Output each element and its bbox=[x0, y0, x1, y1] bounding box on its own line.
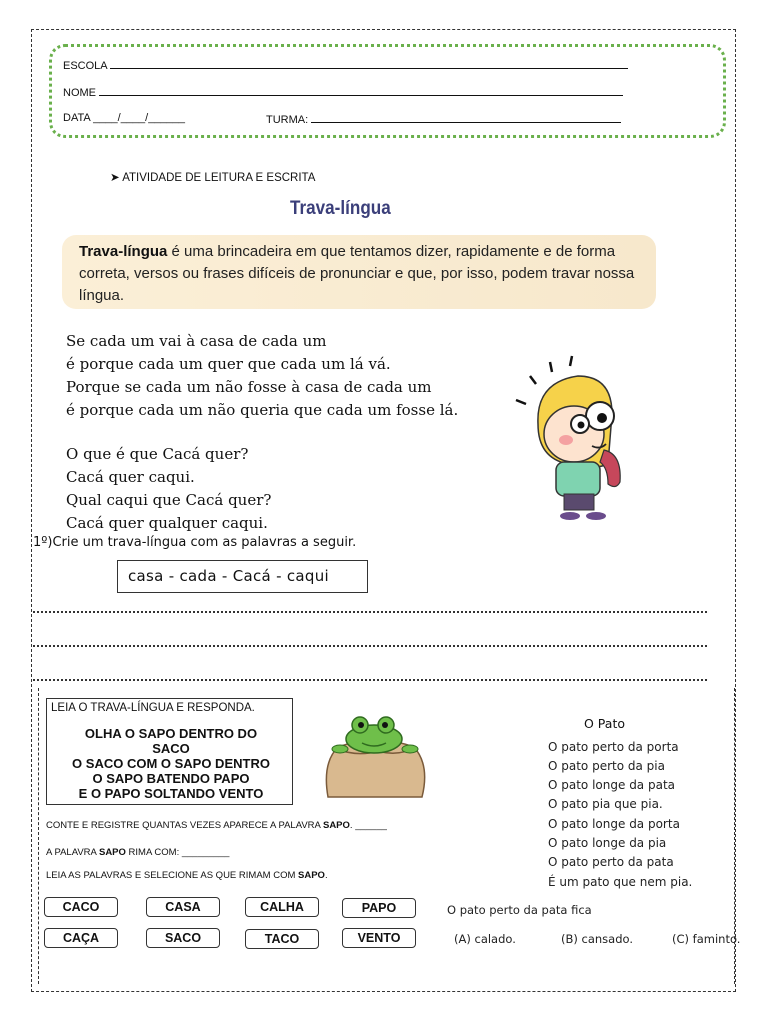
answer-line-3[interactable] bbox=[33, 679, 707, 681]
pato-question: O pato perto da pata fica bbox=[447, 903, 592, 917]
tongue-twister-text bbox=[57, 726, 285, 801]
nome-field[interactable] bbox=[99, 85, 623, 96]
poem-cada-um bbox=[66, 330, 458, 422]
word-option-caca[interactable]: CAÇA bbox=[44, 928, 118, 948]
pato-line: O pato longe da pia bbox=[548, 836, 667, 850]
tongue-line: O SAPO BATENDO PAPO bbox=[92, 771, 250, 786]
poem-line: Porque se cada um não fosse à casa de cada um bbox=[66, 378, 432, 396]
rhyme-question bbox=[46, 847, 229, 858]
word-option-saco[interactable]: SACO bbox=[146, 928, 220, 948]
activity-instruction-text: ATIVIDADE DE LEITURA E ESCRITA bbox=[122, 172, 316, 184]
confused-girl-illustration bbox=[508, 354, 648, 524]
page-title: Trava-língua bbox=[290, 198, 391, 219]
tongue-line: O SACO COM O SAPO DENTRO bbox=[72, 756, 270, 771]
select-question-suffix: . bbox=[324, 870, 328, 881]
escola-field[interactable] bbox=[110, 58, 628, 69]
definition-text bbox=[79, 241, 649, 307]
poem-line: é porque cada um não queria que cada um fosse lá. bbox=[66, 401, 459, 419]
count-question-suffix[interactable]: . ______ bbox=[349, 820, 387, 831]
nome-line bbox=[63, 85, 623, 99]
pato-option-b[interactable]: (B) cansado. bbox=[561, 932, 634, 946]
poem-line: Se cada um vai à casa de cada um bbox=[66, 332, 327, 350]
pato-line: É um pato que nem pia. bbox=[548, 875, 693, 889]
pato-line: O pato perto da porta bbox=[548, 740, 679, 754]
select-question-prefix: LEIA AS PALAVRAS E SELECIONE AS QUE RIMAM COM bbox=[46, 870, 299, 881]
poem-line: é porque cada um quer que cada um lá vá. bbox=[66, 355, 391, 373]
tongue-line: SACO bbox=[152, 741, 190, 756]
tongue-line: E O PAPO SOLTANDO VENTO bbox=[78, 786, 264, 801]
pato-option-a[interactable]: (A) calado. bbox=[454, 932, 516, 946]
select-question-word: SAPO bbox=[298, 870, 325, 881]
word-option-casa[interactable]: CASA bbox=[146, 897, 220, 917]
poem-line: Qual caqui que Cacá quer? bbox=[66, 491, 272, 509]
read-instruction: LEIA O TRAVA-LÍNGUA E RESPONDA. bbox=[51, 702, 255, 714]
data-line bbox=[63, 112, 185, 124]
definition-term: Trava-língua bbox=[79, 243, 168, 260]
turma-field[interactable] bbox=[311, 112, 621, 123]
count-question-word: SAPO bbox=[322, 820, 350, 831]
arrow-bullet-icon: ➤ bbox=[110, 172, 120, 184]
count-question-prefix: CONTE E REGISTRE QUANTAS VEZES APARECE A PALAVRA bbox=[46, 820, 323, 831]
rhyme-question-word: SAPO bbox=[98, 847, 126, 858]
rhyme-question-prefix: A PALAVRA bbox=[46, 847, 99, 858]
count-question bbox=[46, 820, 387, 831]
word-option-caco[interactable]: CACO bbox=[44, 897, 118, 917]
pato-line: O pato perto da pia bbox=[548, 759, 665, 773]
definition-body: é uma brincadeira em que tentamos dizer, rapidamente e de forma correta, versos ou frases difíceis de pronunciar e que, por isso, podem travar nossa língua. bbox=[79, 243, 635, 304]
word-option-taco[interactable]: TACO bbox=[245, 929, 319, 949]
word-option-calha[interactable]: CALHA bbox=[245, 897, 319, 917]
turma-line bbox=[266, 112, 621, 126]
escola-line bbox=[63, 58, 628, 72]
answer-line-1[interactable] bbox=[33, 611, 707, 613]
poem-caca bbox=[66, 443, 271, 535]
poem-line: O que é que Cacá quer? bbox=[66, 445, 249, 463]
frog-in-sack-illustration bbox=[318, 713, 434, 799]
escola-label: ESCOLA bbox=[63, 60, 108, 72]
select-question bbox=[46, 870, 328, 881]
pato-line: O pato longe da porta bbox=[548, 817, 680, 831]
nome-label: NOME bbox=[63, 87, 96, 99]
pato-line: O pato perto da pata bbox=[548, 855, 674, 869]
poem-line: Cacá quer caqui. bbox=[66, 468, 195, 486]
poem-line: Cacá quer qualquer caqui. bbox=[66, 514, 268, 532]
question-1: 1º)Crie um trava-língua com as palavras a seguir. bbox=[33, 535, 357, 550]
data-field[interactable]: ____/____/______ bbox=[93, 112, 185, 124]
activity-instruction bbox=[110, 170, 315, 184]
word-option-vento[interactable]: VENTO bbox=[342, 928, 416, 948]
pato-line: O pato longe da pata bbox=[548, 778, 676, 792]
data-label: DATA bbox=[63, 112, 91, 124]
pato-line: O pato pia que pia. bbox=[548, 797, 663, 811]
pato-title: O Pato bbox=[584, 716, 625, 731]
tongue-line: OLHA O SAPO DENTRO DO bbox=[84, 726, 258, 741]
rhyme-question-suffix[interactable]: RIMA COM: _________ bbox=[125, 847, 230, 858]
word-option-papo[interactable]: PAPO bbox=[342, 898, 416, 918]
word-list-box: casa - cada - Cacá - caqui bbox=[117, 560, 368, 593]
turma-label: TURMA: bbox=[266, 114, 309, 126]
answer-line-2[interactable] bbox=[33, 645, 707, 647]
pato-option-c[interactable]: (C) faminto. bbox=[672, 932, 741, 946]
